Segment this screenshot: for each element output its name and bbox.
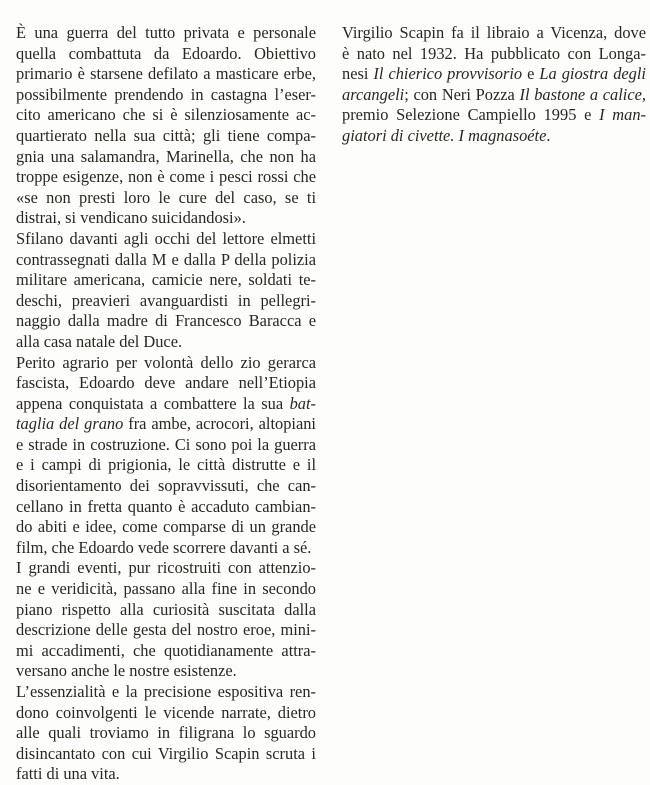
italic-title-text: taglia del grano [16, 414, 124, 434]
paragraph [16, 229, 316, 353]
text-line [16, 23, 316, 44]
text-line [16, 764, 316, 785]
text-line [16, 517, 316, 538]
text-line [16, 558, 316, 579]
text-line [16, 497, 316, 518]
paragraph [16, 353, 316, 559]
text-segment: quartierato nella sua città; gli tiene compa- [16, 125, 316, 145]
text-line [16, 64, 316, 85]
text-segment: versano anche le nostre esistenze. [16, 661, 237, 681]
text-line [16, 661, 316, 682]
left-column-text [16, 23, 316, 785]
text-line [16, 600, 316, 621]
text-line [16, 682, 316, 703]
text-segment: film, che Edoardo vede scorrere davanti a sé. [16, 537, 312, 557]
text-line [16, 126, 316, 147]
text-segment: Perito agrario per volontà dello zio gerarca [16, 352, 316, 372]
text-line [342, 126, 646, 147]
text-segment: naggio dalla madre di Francesco Baracca e [16, 311, 316, 331]
text-line [16, 703, 316, 724]
text-segment: e strade in costruzione. Ci sono poi la guerra [16, 434, 316, 454]
text-line [342, 23, 646, 44]
text-segment: Sfilano davanti agli occhi del lettore elmetti [16, 228, 316, 248]
text-line [16, 394, 316, 415]
italic-title-text: arcangeli [342, 84, 405, 104]
text-segment: L’essenzialità e la precisione espositiva ren- [16, 682, 316, 701]
text-segment: premio Selezione Campiello 1995 e [342, 105, 600, 125]
text-line [16, 332, 316, 353]
text-line [16, 455, 316, 476]
text-segment: «se non presti loro le cure del caso, se ti [16, 187, 316, 207]
text-segment: cellano in fretta quanto è accaduto cambian- [16, 496, 316, 516]
text-segment: e [522, 64, 540, 84]
text-segment: , [641, 84, 646, 104]
text-line [342, 44, 646, 65]
text-segment: fascista, Edoardo deve andare nell’Etiopia [16, 373, 316, 393]
paragraph [16, 23, 316, 229]
text-line [342, 85, 646, 106]
italic-title-text: Il chierico provvisorio [373, 64, 523, 84]
text-segment: Virgilio Scapin fa il libraio a Vicenza, dove [342, 23, 646, 42]
text-segment: appena conquistata a combattere la sua [16, 393, 290, 413]
text-line [16, 270, 316, 291]
text-line [16, 723, 316, 744]
text-line [16, 105, 316, 126]
text-segment: fra ambe, acrocori, altopiani [123, 414, 316, 434]
text-segment: contrassegnati dalla M e dalla P della polizia [16, 249, 316, 269]
text-segment: ne e veridicità, passano alla fine in secondo [16, 579, 316, 599]
text-segment: primario è starsene defilato a masticare erbe, [16, 64, 316, 84]
text-line [16, 147, 316, 168]
text-segment: È una guerra del tutto privata e personale [16, 23, 316, 42]
text-line [16, 353, 316, 374]
text-line [16, 373, 316, 394]
paragraph [16, 558, 316, 682]
italic-title-text: Il bastone a calice [519, 84, 642, 104]
text-line [16, 208, 316, 229]
text-line [342, 105, 646, 126]
text-segment: gnia una salamandra, Marinella, che non ha [16, 146, 316, 166]
text-line [16, 167, 316, 188]
text-line [16, 229, 316, 250]
text-segment: disorientamento dei sopravvissuti, che can- [16, 476, 316, 496]
text-segment: mi accadimenti, che quotidianamente attra- [16, 640, 316, 660]
text-segment: cito americano che si è silenziosamente ac- [16, 105, 316, 125]
text-line [16, 188, 316, 209]
text-segment: quella combattuta da Edoardo. Obiettivo [16, 43, 316, 63]
text-segment: descrizione delle gesta del nostro eroe, mini- [16, 620, 316, 640]
text-segment: alle quali troviamo in filigrana lo sguardo [16, 723, 316, 743]
text-segment: nesi [342, 64, 374, 84]
text-line [16, 435, 316, 456]
text-segment: fatti di una vita. [16, 764, 120, 784]
paragraph [16, 682, 316, 785]
text-segment: dono coinvolgenti le vicende narrate, dietro [16, 702, 316, 722]
text-line [16, 44, 316, 65]
italic-title-text: giatori di civette. I magnasoéte [342, 125, 547, 145]
text-segment: piano rispetto alla curiosità suscitata dalla [16, 599, 316, 619]
text-line [16, 744, 316, 765]
text-line [16, 311, 316, 332]
text-segment: I grandi eventi, pur ricostruiti con attenzio- [16, 558, 316, 578]
text-line [16, 291, 316, 312]
text-segment: e i campi di prigionia, le città distrutte e il [16, 455, 316, 475]
text-segment: disincantato con cui Virgilio Scapin scruta i [16, 743, 316, 763]
text-segment: deschi, preavieri avanguardisti in pellegri- [16, 290, 316, 310]
italic-title-text: bat- [289, 393, 316, 413]
italic-title-text: La giostra degli [539, 64, 646, 84]
text-segment: è nato nel 1932. Ha pubblicato con Longa- [342, 43, 646, 63]
text-segment: troppe esigenze, non è come i pesci rossi che [16, 167, 316, 187]
paragraph [342, 23, 646, 147]
text-line [16, 414, 316, 435]
text-segment: alla casa natale del Duce. [16, 331, 183, 351]
text-segment: do abiti e idee, come comparse di un grande [16, 517, 316, 537]
text-line [16, 579, 316, 600]
text-segment: militare americana, camicie nere, soldati te- [16, 270, 316, 290]
text-line [16, 476, 316, 497]
text-line [16, 620, 316, 641]
italic-title-text: I man- [599, 105, 646, 125]
text-segment: distrai, si vendicano suicidandosi». [16, 208, 246, 228]
text-line [342, 64, 646, 85]
text-segment: . [546, 125, 551, 145]
text-line [16, 250, 316, 271]
text-line [16, 85, 316, 106]
right-column-author-bio [342, 23, 646, 147]
text-line [16, 538, 316, 559]
text-segment: ; con Neri Pozza [404, 84, 520, 104]
text-segment: possibilmente prendendo in castagna l’eser- [16, 84, 316, 104]
text-line [16, 641, 316, 662]
